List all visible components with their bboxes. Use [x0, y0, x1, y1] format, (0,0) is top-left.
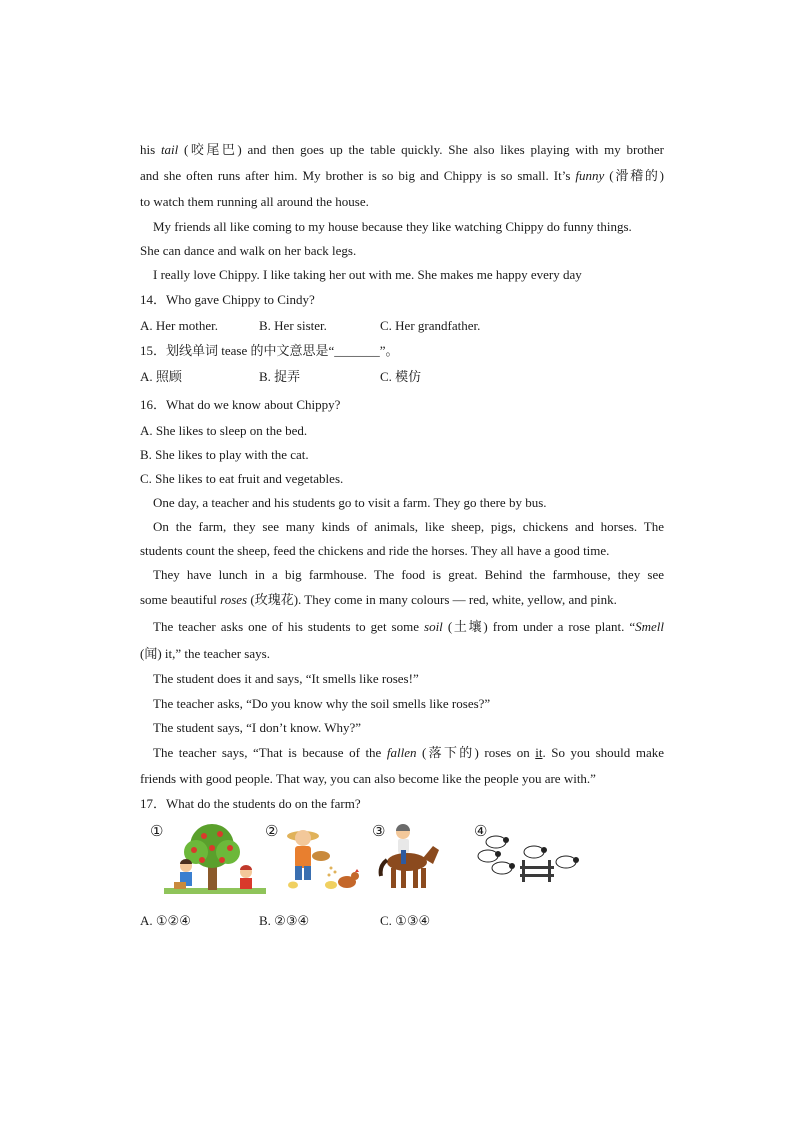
question-14-stem: 14．Who gave Chippy to Cindy? [140, 292, 315, 307]
question-16-option-b: B. She likes to play with the cat. [140, 447, 309, 462]
passage1-line3: to watch them running all around the house. [140, 194, 369, 209]
passage2-para4-line2: (闻) it,” the teacher says. [140, 646, 270, 661]
passage1-para3: I really love Chippy. I like taking her out with me. She makes me happy every day [153, 267, 582, 282]
picture-number: ② [265, 824, 279, 840]
picture-3 [372, 822, 447, 894]
passage2-para2-line1: On the farm, they see many kinds of animals, like sheep, pigs, chickens and horses. The [153, 519, 664, 534]
passage1-line2: and she often runs after him. My brother is so big and Chippy is so small. It’s funny (滑稽的) [140, 168, 664, 183]
passage1-line1: his tail (咬尾巴) and then goes up the table quickly. She also likes playing with my brother [140, 142, 665, 157]
apple-picking-icon [164, 822, 269, 896]
counting-sheep-icon [476, 822, 582, 886]
picture-number: ① [150, 824, 164, 840]
option-b: B. 捉弄 [259, 369, 301, 384]
option-b: B. Her sister. [259, 318, 327, 333]
option-c: C. 模仿 [380, 369, 422, 384]
riding-horse-icon [377, 822, 447, 894]
passage2-para3-line2: some beautiful roses (玫瑰花). They come in many colours — red, white, yellow, and pink. [140, 592, 617, 607]
passage2-para2-line2: students count the sheep, feed the chickens and ride the horses. They all have a good time. [140, 543, 610, 558]
picture-1 [150, 822, 269, 896]
answer-blank: _______ [334, 343, 380, 358]
question-16-option-c: C. She likes to eat fruit and vegetables. [140, 471, 344, 486]
picture-number: ③ [372, 824, 386, 840]
option-c: C. ①③④ [380, 913, 431, 928]
option-c: C. Her grandfather. [380, 318, 481, 333]
question-17-stem: 17．What do the students do on the farm? [140, 796, 361, 811]
option-a: A. 照顾 [140, 369, 182, 384]
question-16-stem: 16．What do we know about Chippy? [140, 397, 341, 412]
passage2-para6: The teacher asks, “Do you know why the soil smells like roses?” [153, 696, 491, 711]
passage1-para2-line1: My friends all like coming to my house because they like watching Chippy do funny things. [153, 219, 632, 234]
passage2-para8-line1: The teacher says, “That is because of the fallen (落下的) roses on it. So you should make [153, 745, 664, 760]
passage2-para8-line2: friends with good people. That way, you can also become like the people you are with.” [140, 771, 596, 786]
passage1-para2-line2: She can dance and walk on her back legs. [140, 243, 357, 258]
option-a: A. ①②④ [140, 913, 191, 928]
question-15-stem: 15．划线单词 tease 的中文意思是“_______”。 [140, 343, 399, 358]
option-a: A. Her mother. [140, 318, 218, 333]
passage2-para3-line1: They have lunch in a big farmhouse. The food is great. Behind the farmhouse, they see [153, 567, 664, 582]
question-16-option-a: A. She likes to sleep on the bed. [140, 423, 308, 438]
passage2-para1: One day, a teacher and his students go to visit a farm. They go there by bus. [153, 495, 547, 510]
picture-4 [474, 822, 582, 886]
passage2-para7: The student says, “I don’t know. Why?” [153, 720, 362, 735]
option-b: B. ②③④ [259, 913, 310, 928]
passage2-para4-line1: The teacher asks one of his students to get some soil (土壤) from under a rose plant. “Smell [153, 619, 664, 634]
feeding-chickens-icon [275, 822, 365, 894]
picture-number: ④ [474, 824, 488, 840]
passage2-para5: The student does it and says, “It smells like roses!” [153, 671, 419, 686]
picture-2 [265, 822, 365, 894]
